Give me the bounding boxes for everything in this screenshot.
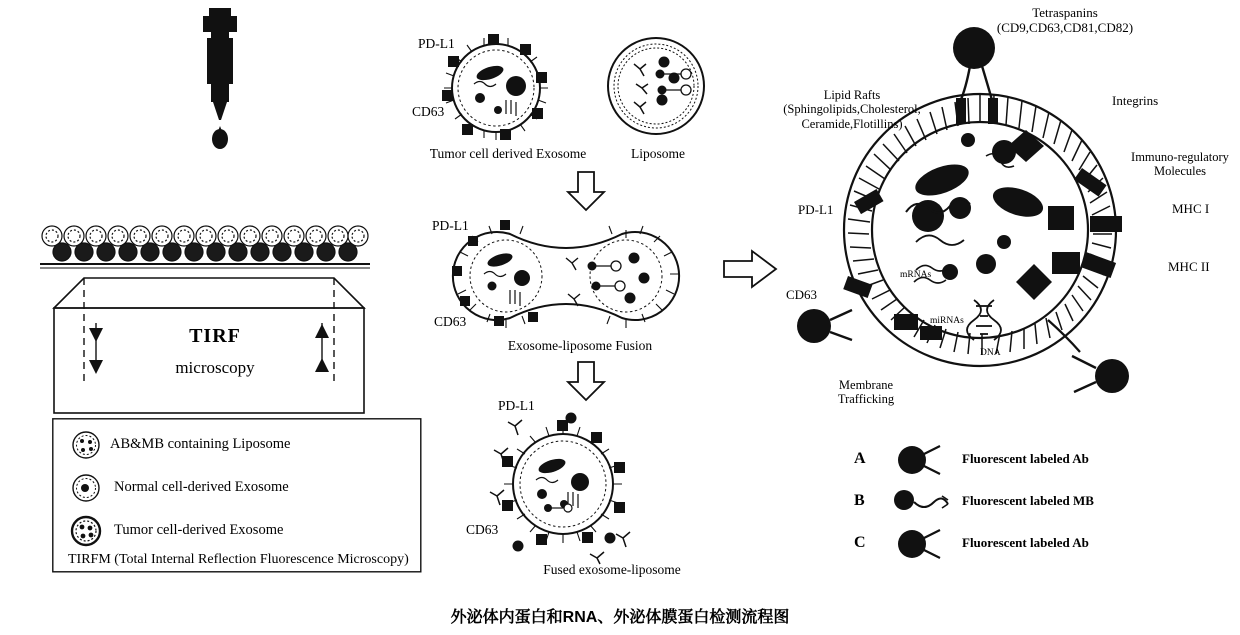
tetraspanins-line2: (CD9,CD63,CD81,CD82) xyxy=(996,19,1134,35)
lipid-rafts-line3: Ceramide,Flotillins) xyxy=(801,116,903,131)
right-legend-key-b: B xyxy=(854,492,865,509)
right-legend-icon-a xyxy=(890,442,946,478)
immuno-line1: Immuno-regulatory xyxy=(1131,150,1229,164)
legend-item-label-1: Normal cell-derived Exosome xyxy=(114,479,289,495)
cd63-label-step3: CD63 xyxy=(466,522,499,537)
immuno-regulatory-label xyxy=(1120,150,1240,179)
immuno-line2: Molecules xyxy=(1153,164,1207,179)
tetraspanins-line1: Tetraspanins xyxy=(1032,5,1098,20)
membrane-trafficking-label xyxy=(816,378,916,407)
legend-item-label-0: AB&MB containing Liposome xyxy=(110,436,291,452)
right-legend-key-a: A xyxy=(854,450,866,467)
right-legend-label-a: Fluorescent labeled Ab xyxy=(962,451,1089,466)
tirf-microscope-box xyxy=(44,268,374,428)
mhc1-label: MHC I xyxy=(1172,201,1210,216)
fused-caption: Fused exosome-liposome xyxy=(543,562,681,577)
right-legend-key-c: C xyxy=(854,534,866,551)
integrins-label: Integrins xyxy=(1112,93,1159,108)
tirf-box-title: TIRF xyxy=(189,325,241,347)
tirf-box-subtitle: microscopy xyxy=(175,358,255,377)
flow-arrow-right xyxy=(722,248,778,290)
right-legend-label-c: Fluorescent labeled Ab xyxy=(962,535,1089,550)
tirfm-footnote: TIRFM (Total Internal Reflection Fluorescence Microscopy) xyxy=(68,552,409,567)
membrane-line2: Trafficking xyxy=(837,392,895,407)
microscope-objective xyxy=(185,8,255,158)
pdl1-label-step3: PD-L1 xyxy=(498,398,535,413)
liposome-diagram xyxy=(600,28,712,143)
pdl1-label-step2: PD-L1 xyxy=(432,218,469,233)
mirnas-label: miRNAs xyxy=(930,316,964,326)
flow-arrow-2 xyxy=(566,360,606,402)
fused-exosome-liposome-diagram xyxy=(478,404,648,564)
cd63-label-step1: CD63 xyxy=(412,104,445,119)
cd63-label-step2: CD63 xyxy=(434,314,467,329)
pdl1-label-step1: PD-L1 xyxy=(418,36,455,51)
liposome-caption: Liposome xyxy=(631,146,685,161)
figure-caption: 外泌体内蛋白和RNA、外泌体膜蛋白检测流程图 xyxy=(450,609,790,626)
right-legend-icon-b xyxy=(890,486,950,516)
lipid-rafts-label xyxy=(752,88,952,131)
exosome-membrane-detail-diagram xyxy=(790,20,1150,440)
lipid-rafts-line1: Lipid Rafts xyxy=(823,88,881,102)
legend-item-label-2: Tumor cell-derived Exosome xyxy=(114,522,284,538)
tumor-exosome-caption: Tumor cell derived Exosome xyxy=(429,146,587,161)
cd63-label-right: CD63 xyxy=(786,287,818,302)
exosome-liposome-fusion-diagram xyxy=(448,216,688,336)
mhc2-label: MHC II xyxy=(1168,259,1210,274)
fusion-caption: Exosome-liposome Fusion xyxy=(507,338,653,353)
right-legend-label-b: Fluorescent labeled MB xyxy=(962,493,1094,508)
right-legend-icon-c xyxy=(890,526,946,562)
dna-label: DNA xyxy=(980,348,1001,358)
pdl1-label-right: PD-L1 xyxy=(798,202,834,217)
membrane-line1: Membrane xyxy=(838,378,894,392)
lipid-rafts-line2: (Sphingolipids,Cholesterol, xyxy=(783,102,921,117)
flow-arrow-1 xyxy=(566,170,606,212)
mrna-label: mRNAs xyxy=(900,270,932,280)
tetraspanins-label xyxy=(960,6,1170,36)
